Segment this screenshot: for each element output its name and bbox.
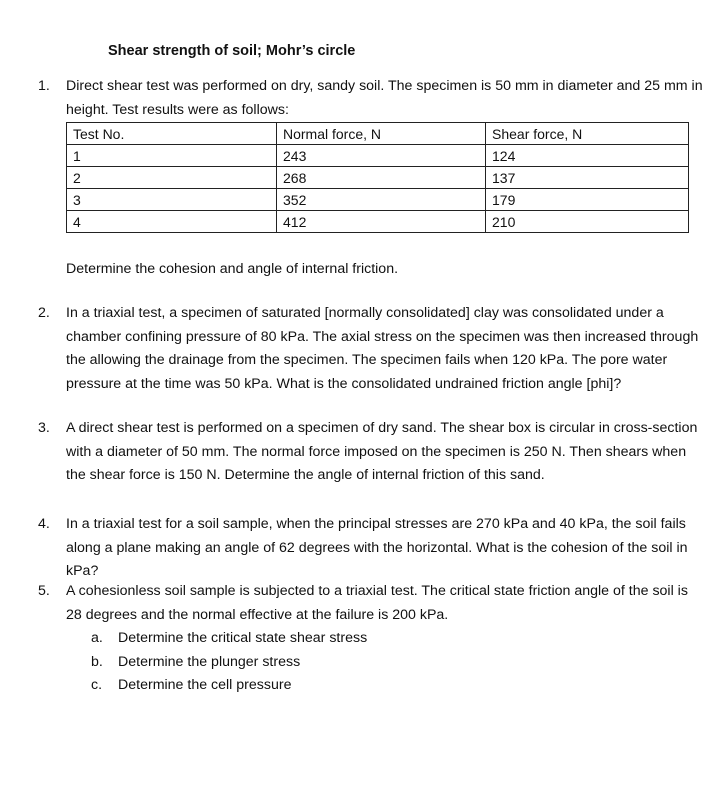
question-3 xyxy=(38,417,708,488)
column-header: Shear force, N xyxy=(486,123,689,145)
table-row xyxy=(67,145,689,167)
question-number: 4. xyxy=(38,516,50,532)
sub-question-list xyxy=(66,627,706,698)
list-item xyxy=(91,627,706,651)
table-row xyxy=(67,211,689,233)
table-cell: 268 xyxy=(277,167,486,189)
table-cell: 412 xyxy=(277,211,486,233)
list-item-letter: c. xyxy=(91,677,103,693)
question-5 xyxy=(38,580,708,698)
test-results-table xyxy=(66,122,689,233)
question-4 xyxy=(38,513,708,584)
table-cell: 3 xyxy=(67,189,277,211)
table-cell: 137 xyxy=(486,167,689,189)
list-item-text: Determine the plunger stress xyxy=(118,653,301,670)
question-1-followup: Determine the cohesion and angle of internal friction. xyxy=(66,261,399,277)
question-text: Direct shear test was performed on dry, sandy soil. The specimen is 50 mm in diameter and 25 mm in height. Test results were as follows: xyxy=(66,78,703,118)
list-item-letter: b. xyxy=(91,653,103,670)
table-cell: 4 xyxy=(67,211,277,233)
question-number: 2. xyxy=(38,305,50,321)
question-number: 5. xyxy=(38,583,50,599)
table-header-row xyxy=(67,123,689,145)
list-item xyxy=(91,674,706,698)
table-cell: 243 xyxy=(277,145,486,167)
table-row xyxy=(67,189,689,211)
page-title: Shear strength of soil; Mohr’s circle xyxy=(108,43,356,59)
table-cell: 124 xyxy=(486,145,689,167)
question-2 xyxy=(38,302,708,396)
question-text: In a triaxial test for a soil sample, when the principal stresses are 270 kPa and 40 kPa, the soil fails along a plane making an angle of 62 degrees with the horizontal. What is the cohesion of the soil in kPa? xyxy=(66,516,688,579)
table-cell: 352 xyxy=(277,189,486,211)
question-number: 1. xyxy=(38,78,50,94)
column-header: Normal force, N xyxy=(277,123,486,145)
column-header: Test No. xyxy=(67,123,277,145)
question-text: A direct shear test is performed on a specimen of dry sand. The shear box is circular in cross-section with a diameter of 50 mm. The normal force imposed on the specimen is 250 N. Then shears when the shear force is 150 N. Determine the angle of internal friction of this sand. xyxy=(66,420,698,483)
question-1 xyxy=(38,75,708,122)
table-cell: 179 xyxy=(486,189,689,211)
question-text: A cohesionless soil sample is subjected to a triaxial test. The critical state friction angle of the soil is 28 degrees and the normal effective at the failure is 200 kPa. xyxy=(66,583,688,623)
list-item-letter: a. xyxy=(91,630,103,646)
list-item-text: Determine the critical state shear stress xyxy=(118,630,368,646)
list-item-text: Determine the cell pressure xyxy=(118,677,292,693)
table-cell: 1 xyxy=(67,145,277,167)
table-cell: 2 xyxy=(67,167,277,189)
table-row xyxy=(67,167,689,189)
table-cell: 210 xyxy=(486,211,689,233)
list-item xyxy=(91,651,706,675)
question-text: In a triaxial test, a specimen of saturated [normally consolidated] clay was consolidated under a chamber confining pressure of 80 kPa. The axial stress on the specimen was then increased through the allowing the drainage from the specimen. The specimen fails when 120 kPa. The pore water pressure at the time was 50 kPa. What is the consolidated undrained friction angle [phi]? xyxy=(66,305,699,392)
question-number: 3. xyxy=(38,420,50,436)
